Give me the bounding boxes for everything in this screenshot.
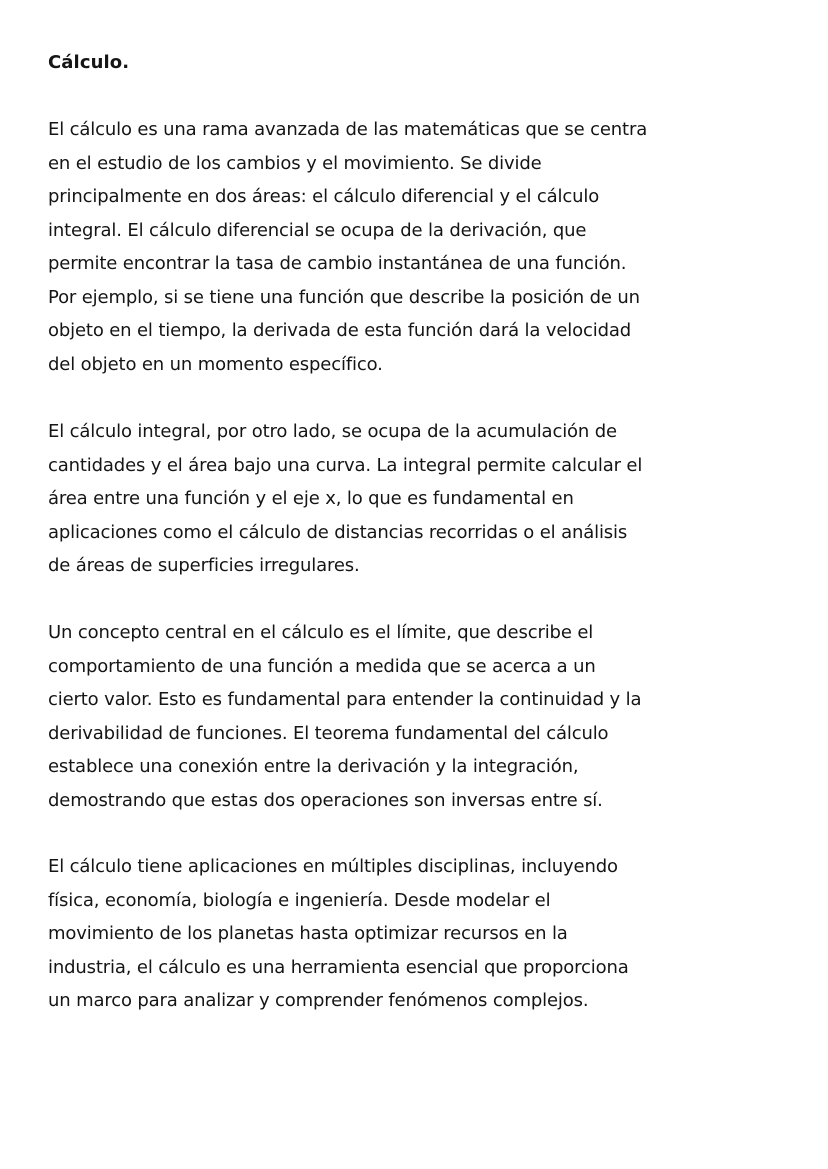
paragraph-line: área entre una función y el eje x, lo que es fundamental en xyxy=(48,488,574,509)
paragraph-line: Por ejemplo, si se tiene una función que describe la posición de un xyxy=(48,286,640,308)
paragraph-line: industria, el cálculo es una herramienta esencial que proporciona xyxy=(48,956,629,978)
paragraph-line: establece una conexión entre la derivación y la integración, xyxy=(48,756,579,777)
paragraph-line: El cálculo tiene aplicaciones en múltiples disciplinas, incluyendo xyxy=(48,856,618,877)
paragraph-line: objeto en el tiempo, la derivada de esta función dará la velocidad xyxy=(48,320,632,341)
paragraph-line: integral. El cálculo diferencial se ocupa de la derivación, que xyxy=(48,219,587,241)
paragraph-line: del objeto en un momento específico. xyxy=(48,353,383,375)
paragraph-line: un marco para analizar y comprender fenómenos complejos. xyxy=(48,990,589,1011)
paragraph-2 xyxy=(48,415,778,583)
paragraph-line: aplicaciones como el cálculo de distancias recorridas o el análisis xyxy=(48,521,628,543)
paragraph-4 xyxy=(48,850,778,1018)
paragraph-line: cantidades y el área bajo una curva. La integral permite calcular el xyxy=(48,454,643,476)
paragraph-line: movimiento de los planetas hasta optimizar recursos en la xyxy=(48,923,568,944)
paragraph-line: El cálculo es una rama avanzada de las matemáticas que se centra xyxy=(48,119,648,140)
paragraph-line: demostrando que estas dos operaciones son inversas entre sí. xyxy=(48,789,603,811)
paragraph-line: principalmente en dos áreas: el cálculo diferencial y el cálculo xyxy=(48,186,600,207)
paragraph-line: El cálculo integral, por otro lado, se ocupa de la acumulación de xyxy=(48,421,617,442)
paragraph-line: de áreas de superficies irregulares. xyxy=(48,555,360,576)
paragraph-line: física, economía, biología e ingeniería. Desde modelar el xyxy=(48,889,551,911)
paragraph-line: Un concepto central en el cálculo es el límite, que describe el xyxy=(48,622,594,643)
paragraph-line: derivabilidad de funciones. El teorema fundamental del cálculo xyxy=(48,722,609,744)
paragraph-1 xyxy=(48,113,778,381)
paragraph-line: en el estudio de los cambios y el movimiento. Se divide xyxy=(48,152,542,174)
paragraph-line: permite encontrar la tasa de cambio instantánea de una función. xyxy=(48,253,627,274)
paragraph-line: cierto valor. Esto es fundamental para entender la continuidad y la xyxy=(48,689,642,710)
paragraph-line: comportamiento de una función a medida que se acerca a un xyxy=(48,655,596,677)
paragraph-3 xyxy=(48,616,778,817)
document-title: Cálculo. xyxy=(48,52,130,73)
